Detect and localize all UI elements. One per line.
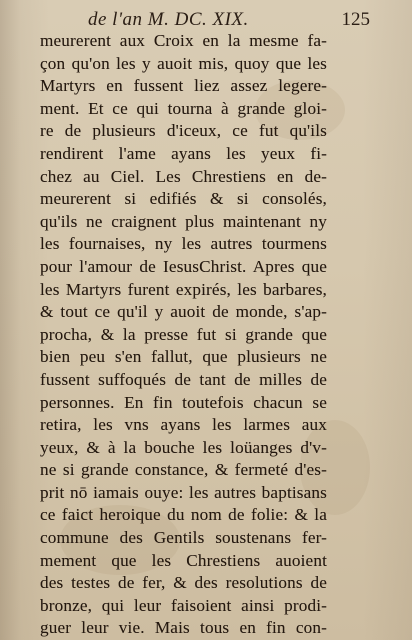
text-line: ce faict heroique du nom de folie: & la [40, 505, 327, 525]
text-line: çon qu'on les y auoit mis, quoy que les [40, 53, 327, 73]
text-line: fussent suffoqués de tant de milles de [40, 369, 327, 389]
text-line: bronze, qui leur faisoient ainsi prodi- [40, 595, 327, 615]
text-line: procha, & la presse fut si grande que [40, 324, 327, 344]
text-line: personnes. En fin toutefois chacun se [40, 392, 327, 412]
text-line: retira, les vns ayans les larmes aux [40, 415, 327, 435]
page-number: 125 [341, 9, 370, 30]
text-line: les fournaises, ny les autres tourmens [40, 234, 327, 254]
text-line: ne si grande constance, & fermeté d'es- [40, 460, 327, 480]
text-line: & tout ce qu'il y auoit de monde, s'ap- [40, 302, 327, 322]
text-line: guer leur vie. Mais tous en fin con- [40, 618, 327, 638]
text-line: pour l'amour de IesusChrist. Apres que [40, 256, 327, 276]
text-line: meurerent si edifiés & si consolés, [40, 189, 327, 209]
text-line: prit nō iamais ouye: les autres baptisans [40, 482, 327, 502]
text-line: ment. Et ce qui tourna à grande gloi- [40, 98, 327, 118]
text-line: yeux, & à la bouche les loüanges d'v- [40, 437, 327, 457]
text-line: commune des Gentils soustenans fer- [40, 528, 327, 548]
text-line: bien peu s'en fallut, que plusieurs ne [40, 347, 327, 367]
running-head: de l'an M. DC. XIX. [88, 9, 249, 30]
text-line: meurerent aux Croix en la mesme fa- [40, 31, 327, 50]
text-line: des testes de fer, & des resolutions de [40, 573, 327, 593]
text-line: rendirent l'ame ayans les yeux fi- [40, 143, 327, 163]
body-text [40, 30, 327, 640]
text-line: qu'ils ne craignent plus maintenant ny [40, 211, 327, 231]
text-line: les Martyrs furent expirés, les barbares, [40, 279, 327, 299]
text-line: re de plusieurs d'iceux, ce fut qu'ils [40, 121, 327, 141]
text-line: chez au Ciel. Les Chrestiens en de- [40, 166, 327, 186]
text-line: Martyrs en fussent liez assez legere- [40, 76, 327, 96]
text-line: mement que les Chrestiens auoient [40, 550, 327, 570]
